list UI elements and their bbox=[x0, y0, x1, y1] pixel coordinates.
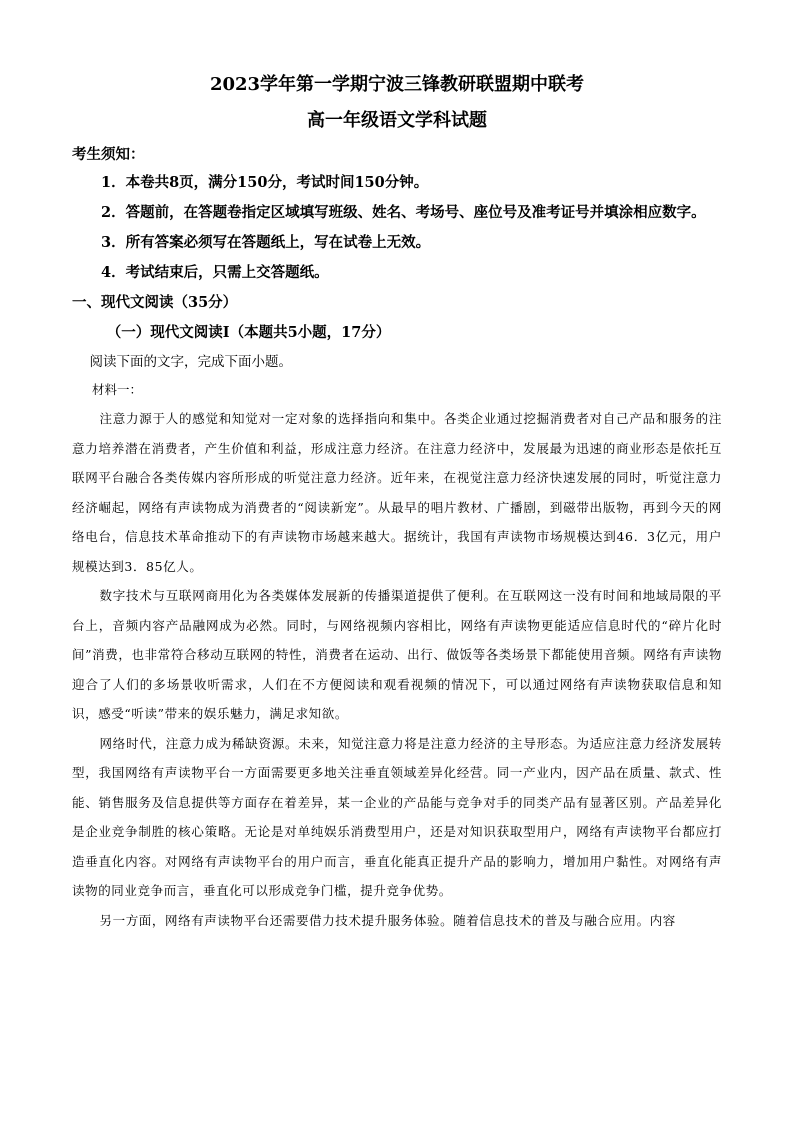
exam-title: 2023学年第一学期宁波三锋教研联盟期中联考 bbox=[209, 74, 585, 95]
material-label: 材料一： bbox=[92, 382, 143, 397]
section-heading: 一、现代文阅读（35分） bbox=[72, 294, 238, 311]
notice-item-1: 1．本卷共8页，满分150分，考试时间150分钟。 bbox=[101, 174, 429, 191]
candidate-notice bbox=[72, 142, 722, 288]
notice-heading: 考生须知： bbox=[72, 146, 145, 163]
material-paragraph-1: 注意力源于人的感觉和知觉对一定对象的选择指向和集中。各类企业通过挖掘消费者对自己产品和服务的注意力培养潜在消费者，产生价值和利益，形成注意力经济。在注意力经济中，发展最为迅速的商业形态是依托互联网平台融合各类传媒内容所形成的听觉注意力经济。近年来，在视觉注意力经济快速发展的同时，听觉注意力经济崛起，网络有声读物成为消费者的“阅读新宠”。从最早的唱片教材、广播剧，到磁带出版物，再到今天的网络电台，信息技术革命推动下的有声读物市场越来越大。据统计，我国有声读物市场规模达到46．3亿元，用户规模达到3．85亿人。 bbox=[72, 411, 722, 574]
notice-item-3: 3．所有答案必须写在答题纸上，写在试卷上无效。 bbox=[101, 234, 431, 251]
reading-instruction: 阅读下面的文字，完成下面小题。 bbox=[89, 354, 293, 370]
subsection-heading: （一）现代文阅读Ⅰ（本题共5小题，17分） bbox=[106, 324, 391, 341]
notice-item-4: 4．考试结束后，只需上交答题纸。 bbox=[101, 264, 329, 281]
notice-item-2: 2．答题前，在答题卷指定区域填写班级、姓名、考场号、座位号及准考证号并填涂相应数字。 bbox=[101, 204, 706, 221]
material-paragraph-4: 另一方面，网络有声读物平台还需要借力技术提升服务体验。随着信息技术的普及与融合应用。内容 bbox=[99, 912, 676, 928]
material-paragraph-3: 网络时代，注意力成为稀缺资源。未来，知觉注意力将是注意力经济的主导形态。为适应注意力经济发展转型，我国网络有声读物平台一方面需要更多地关注垂直领域差异化经营。同一产业内，因产品在质量、款式、性能、销售服务及信息提供等方面存在着差异，某一企业的产品能与竞争对手的同类产品有显著区别。产品差异化是企业竞争制胜的核心策略。无论是对单纯娱乐消费型用户，还是对知识获取型用户，网络有声读物平台都应打造垂直化内容。对网络有声读物平台的用户而言，垂直化能真正提升产品的影响力，增加用户黏性。对网络有声读物的同业竞争而言，垂直化可以形成竞争门槛，提升竞争优势。 bbox=[72, 735, 722, 898]
material-paragraph-2: 数字技术与互联网商用化为各类媒体发展新的传播渠道提供了便利。在互联网这一没有时间和地域局限的平台上，音频内容产品融网成为必然。同时，与网络视频内容相比，网络有声读物更能适应信息时代的“碎片化时间”消费，也非常符合移动互联网的特性，消费者在运动、出行、做饭等各类场景下都能使用音频。网络有声读物迎合了人们的多场景收听需求，人们在不方便阅读和观看视频的情况下，可以通过网络有声读物获取信息和知识，感受“听读”带来的娱乐魅力，满足求知欲。 bbox=[72, 588, 722, 721]
exam-subtitle: 高一年级语文学科试题 bbox=[307, 110, 487, 131]
section-modern-reading bbox=[72, 288, 722, 935]
